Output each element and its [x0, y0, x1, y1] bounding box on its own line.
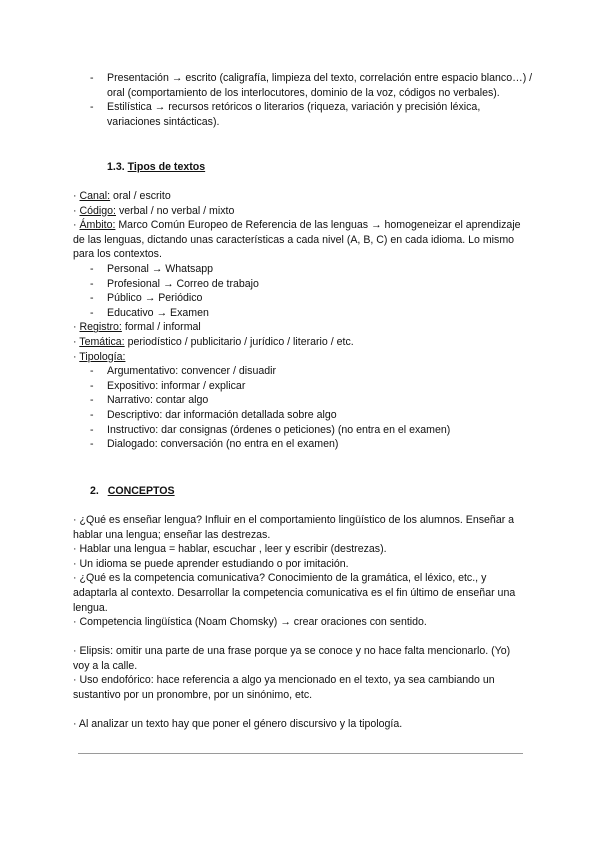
section-heading-1-3: 1.3. Tipos de textos [107, 161, 206, 173]
top-dash-list [73, 71, 533, 129]
criterion-registro: · Registro: formal / informal [73, 321, 201, 334]
list-item: - Instructivo: dar consignas (órdenes o peticiones) (no entra en el examen) [73, 423, 533, 438]
analisis-block [73, 717, 528, 732]
list-item-presentacion: - Presentación → escrito (caligrafía, limpieza del texto, correlación entre espacio blanco…) / oral (comportamiento de los interlocutores, dominio de la voz, códigos no verbales). [73, 71, 533, 100]
tipologia-items [73, 364, 533, 452]
concepto-item: · ¿Qué es la competencia comunicativa? Conocimiento de la gramática, el léxico, etc., y adaptarla al contexto. Desarrollar la competencia comunicativa es el fin último de enseñar una lengua. [73, 572, 516, 614]
list-item: - Narrativo: contar algo [73, 393, 533, 408]
concepto-analisis: · Al analizar un texto hay que poner el género discursivo y la tipología. [73, 718, 403, 730]
concepto-item: · Hablar una lengua = hablar, escuchar , leer y escribir (destrezas). [73, 543, 387, 556]
list-item: - Descriptivo: dar información detallada sobre algo [73, 408, 533, 423]
criteria-list [73, 189, 533, 452]
concepto-elipsis: · Elipsis: omitir una parte de una frase porque ya se conoce y no hace falta mencionarlo. (Yo) voy a la calle. [73, 645, 511, 672]
concepto-item: · Competencia lingüística (Noam Chomsky) → crear oraciones con sentido. [73, 616, 427, 629]
criterion-codigo: · Código: verbal / no verbal / mixto [73, 204, 235, 217]
criterion-canal: · Canal: oral / escrito [73, 190, 171, 202]
concepto-item: · Un idioma se puede aprender estudiando o por imitación. [73, 557, 349, 570]
criterion-tematica: · Temática: periodístico / publicitario / jurídico / literario / etc. [73, 335, 354, 348]
list-item: - Personal → Whatsapp [73, 262, 533, 277]
criterion-ambito: · Ámbito: Marco Común Europeo de Referencia de las lenguas → homogeneizar el aprendizaje de las lenguas, dictando unas características a cada nivel (A, B, C) en cada idioma. Lo mismo para los contextos. [73, 219, 521, 261]
list-item: - Público → Periódico [73, 291, 533, 306]
list-item-estilistica: - Estilística → recursos retóricos o literarios (riqueza, variación y precisión léxica, variaciones sintácticas). [73, 100, 533, 129]
horizontal-rule [78, 753, 523, 754]
list-item: - Profesional → Correo de trabajo [73, 277, 533, 292]
list-item: - Educativo → Examen [73, 306, 533, 321]
section-title-tipos: Tipos de textos [127, 161, 206, 173]
list-item: - Expositivo: informar / explicar [73, 379, 533, 394]
elipsis-block [73, 644, 528, 702]
list-item: - Dialogado: conversación (no entra en el examen) [73, 437, 533, 452]
concepto-endoforico: · Uso endofórico: hace referencia a algo ya mencionado en el texto, ya sea cambiando un sustantivo por un pronombre, por un sinónimo, etc. [73, 674, 495, 701]
conceptos-list [73, 513, 528, 630]
ambito-items [73, 262, 533, 320]
section-title-conceptos: CONCEPTOS [107, 485, 175, 497]
concepto-item: · ¿Qué es enseñar lengua? Influir en el comportamiento lingüístico de los alumnos. Enseñar a hablar una lengua; enseñar las destrezas. [73, 514, 515, 541]
list-item: - Argumentativo: convencer / disuadir [73, 364, 533, 379]
criterion-tipologia: · Tipología: [73, 350, 126, 363]
section-heading-2: 2. CONCEPTOS [90, 485, 175, 497]
